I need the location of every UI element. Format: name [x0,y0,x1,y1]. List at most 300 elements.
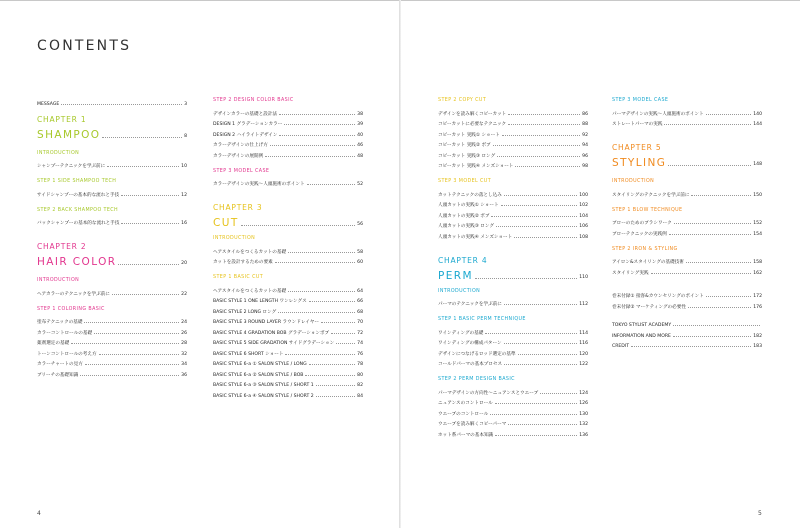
entry-title: コピーカットに必要なテクニック [438,122,507,127]
chapter-title: SHAMPOO [37,128,101,141]
toc-column-3 [438,96,588,438]
page-title: CONTENTS [37,38,132,54]
toc-entry[interactable] [37,315,187,326]
dot-leader [504,195,577,196]
toc-entry[interactable] [612,216,762,227]
dot-leader [85,364,179,365]
entry-page: 26 [181,330,187,336]
toc-entry[interactable] [438,325,588,336]
dot-leader [288,252,355,253]
entry-page: 74 [357,341,363,346]
entry-title: カットを設計するための要素 [213,260,273,265]
dot-leader [515,166,580,167]
toc-entry[interactable] [438,148,588,159]
entry-title: 人頭カットの実践④ メンズショート [438,234,513,240]
entry-title: デザインにつなげるロッド選定の基準 [438,351,516,357]
entry-page: 10 [181,164,187,169]
entry-title: ワインディングの構成パターン [438,341,502,346]
section-heading: INTRODUCTION [612,179,655,184]
entry-page: 38 [357,111,363,117]
dot-leader [501,205,578,206]
entry-title: カラーデザインの実践～人頭施術のポイント [213,182,305,187]
toc-entry[interactable] [213,315,363,326]
entry-page: 96 [582,153,588,159]
entry-title: DESIGN 2 ハイライトデザイン [213,132,278,138]
entry-page: 34 [181,362,187,367]
entry-page: 64 [357,288,363,294]
entry-page: 40 [357,132,363,138]
entry-page: 46 [357,143,363,148]
toc-entry[interactable] [438,396,588,407]
entry-page: 70 [357,320,363,325]
entry-page: 78 [357,362,363,367]
dot-leader [118,264,179,265]
entry-title: ブローテクニックの実践例 [612,231,667,237]
dot-leader [495,403,578,404]
entry-page: 112 [579,302,588,307]
page-number-left: 4 [37,510,41,517]
toc-entry[interactable] [213,304,363,315]
dot-leader [279,114,355,115]
toc-entry[interactable] [612,117,762,128]
entry-page: 84 [357,393,363,399]
toc-entry[interactable] [37,159,187,170]
chapter-heading[interactable] [213,213,363,229]
section-heading: STEP 2 BACK SHAMPOO TECH [37,207,119,213]
toc-entry[interactable] [438,406,588,417]
entry-title: 薬剤選定の基礎 [37,341,70,346]
entry-title: ホット系パーマの基本知識 [438,432,494,438]
toc-entry[interactable] [438,138,588,149]
dot-leader [336,343,355,344]
toc-entry[interactable] [213,294,363,305]
chapter-heading[interactable] [612,153,762,169]
toc-entry[interactable] [612,299,762,310]
dot-leader [61,104,182,105]
entry-title: デザインカラーの基礎と設計法 [213,111,277,117]
dot-leader [94,333,179,334]
entry-page: 124 [579,390,588,396]
dot-leader [278,312,355,313]
toc-entry[interactable] [438,208,588,219]
section-heading: STEP 2 PERM DESIGN BASIC [438,377,515,382]
toc-entry[interactable] [37,96,187,107]
chapter-page: 20 [181,261,187,266]
book-gutter [399,0,401,528]
entry-page: 32 [181,351,187,357]
toc-entry[interactable] [438,219,588,230]
dot-leader [485,333,577,334]
dot-leader [121,223,179,224]
chapter-label: CHAPTER 3 [213,203,263,212]
section-heading: STEP 2 IRON & STYLING [612,246,678,252]
dot-leader [307,184,356,185]
entry-page: 150 [753,192,762,198]
entry-page: 16 [181,221,187,226]
entry-title: INFORMATION AND MORE [612,333,671,339]
entry-page: 98 [582,164,588,169]
chapter-label: CHAPTER 1 [37,114,87,124]
entry-title: BASIC STYLE 4 GRADATION BOB グラデーションボブ [213,330,330,336]
entry-title: BASIC STYLE 6-a ④ SALON STYLE / SHORT 2 [213,393,314,399]
dot-leader [493,145,580,146]
chapter-page: 110 [579,274,588,280]
dot-leader [288,291,355,292]
toc-entry[interactable] [213,127,363,138]
entry-title: コピーカット 実践② ボブ [438,143,491,148]
dot-leader [664,124,751,125]
entry-page: 176 [753,304,762,310]
toc-entry[interactable] [213,148,363,159]
entry-title: 人頭カットの実践③ ロング [438,224,494,229]
toc-column-4 [612,96,762,349]
dot-leader [490,414,577,415]
entry-page: 120 [579,351,588,357]
entry-title: コピーカット 実践① ショート [438,132,500,138]
entry-page: 36 [181,372,187,378]
entry-title: カットテクニックの落とし込み [438,192,502,198]
dot-leader [265,156,355,157]
toc-entry[interactable] [213,255,363,266]
entry-title: 人頭カットの実践① ショート [438,203,499,208]
toc-entry[interactable] [438,417,588,428]
toc-entry[interactable] [438,427,588,438]
entry-title: 人頭カットの実践② ボブ [438,213,490,219]
entry-title: サイドシャンプーの基本的な流れと手技 [37,192,120,198]
dot-leader [508,124,580,125]
entry-title: DESIGN 1 グラデーションカラー [213,122,283,127]
entry-title: BASIC STYLE 6-a ③ SALON STYLE / SHORT 1 [213,383,314,388]
chapter-label: CHAPTER 2 [37,242,87,251]
chapter-title: CUT [213,217,239,229]
toc-entry[interactable] [438,198,588,209]
entry-title: カラーデザインの展開例 [213,153,264,159]
toc-entry[interactable] [438,187,588,198]
dot-leader [540,393,577,394]
toc-entry[interactable] [213,325,363,336]
dot-leader [504,304,577,305]
section-heading: INTRODUCTION [438,288,481,294]
toc-entry[interactable] [213,177,363,188]
entry-page: 72 [357,330,363,336]
entry-title: カラーコントロールの基礎 [37,330,93,336]
chapter-page: 56 [357,222,363,227]
section-heading: INTRODUCTION [37,278,80,283]
toc-entry[interactable] [612,255,762,266]
dot-leader [121,195,179,196]
toc-entry[interactable] [213,388,363,399]
entry-title: ウエーブを読み解くコピーパーマ [438,422,507,427]
dot-leader [309,301,355,302]
entry-page: 82 [357,383,363,388]
dot-leader [514,237,577,238]
toc-entry[interactable] [438,297,588,308]
chapter-title: HAIR COLOR [37,256,117,268]
dot-leader [84,322,179,323]
entry-page: 122 [579,362,588,367]
toc-entry[interactable] [37,286,187,297]
dot-leader [99,354,180,355]
chapter-heading[interactable] [37,125,187,141]
entry-title: CREDIT [612,344,630,349]
dot-leader [495,435,577,436]
entry-title: バックシャンプーの基本的な流れと手技 [37,221,120,226]
entry-title: ヘアスタイルをつくるカットの基礎 [213,288,287,294]
entry-page: 22 [181,291,187,297]
dot-leader [508,114,580,115]
entry-page: 88 [582,122,588,127]
entry-page: 136 [579,432,588,438]
toc-entry[interactable] [37,367,187,378]
toc-entry[interactable] [612,328,762,339]
dot-leader [706,114,752,115]
entry-title: デザインを読み解くコピーカット [438,111,507,117]
entry-page: 58 [357,249,363,255]
toc-entry[interactable] [612,289,762,300]
entry-title: ブリーチの基礎知識 [37,372,79,378]
entry-title: BASIC STYLE 5 SIDE GRADATION サイドグラデーション [213,341,335,346]
toc-entry[interactable] [213,357,363,368]
entry-page: 39 [357,122,363,127]
toc-entry[interactable] [438,106,588,117]
toc-entry[interactable] [213,106,363,117]
dot-leader [475,278,577,279]
entry-page: 66 [357,299,363,304]
entry-page: 94 [582,143,588,148]
dot-leader [691,195,751,196]
entry-title: カラーデザインの仕上げ方 [213,143,268,148]
dot-leader [674,223,751,224]
chapter-heading[interactable] [438,266,588,282]
toc-entry[interactable] [438,357,588,368]
section-heading: INTRODUCTION [213,236,256,241]
entry-title: BASIC STYLE 6 SHORT ショート [213,351,284,357]
entry-title: BASIC STYLE 6-a ① SALON STYLE / LONG [213,362,307,367]
entry-title: ヘアスタイルをつくるカットの基礎 [213,249,287,255]
entry-title: ブローのためのブラシワーク [612,221,672,226]
entry-title: TOKYO STYLIST ACADEMY [612,323,672,328]
entry-title: 塗布テクニックの基礎 [37,320,83,325]
page-number-right: 5 [758,510,762,517]
chapter-page: 8 [184,133,187,139]
entry-page: 92 [582,132,588,138]
dot-leader [502,135,580,136]
entry-page: 52 [357,182,363,187]
dot-leader [316,385,355,386]
dot-leader [112,294,179,295]
entry-page: 104 [579,213,588,219]
chapter-label: CHAPTER 4 [438,255,488,265]
entry-page: 162 [753,270,762,276]
dot-leader [669,234,752,235]
toc-entry[interactable] [612,318,762,329]
entry-title: パーマデザインの方向性～ニュアンスとウエーブ [438,390,539,396]
dot-leader [279,135,355,136]
entry-page: 28 [181,341,187,346]
entry-title: BASIC STYLE 1 ONE LENGTH ワンレングス [213,299,307,304]
entry-title: ヘアカラーのテクニックを学ぶ前に [37,291,110,297]
entry-page: 24 [181,320,187,325]
toc-column-2 [213,96,363,399]
entry-page: 114 [579,330,588,336]
toc-entry[interactable] [612,339,762,350]
toc-entry[interactable] [438,336,588,347]
dot-leader [668,165,751,166]
dot-leader [80,375,179,376]
section-heading: STEP 1 BASIC CUT [213,275,264,280]
entry-title: シャンプーテクニックを学ぶ前に [37,164,106,169]
toc-entry[interactable] [37,187,187,198]
dot-leader [305,375,355,376]
entry-title: スタイリング実践 [612,270,649,276]
entry-page: 86 [582,111,588,117]
toc-column-1 [37,96,187,378]
section-heading: STEP 3 MODEL CASE [612,98,669,103]
entry-title: パーマのテクニックを学ぶ前に [438,302,502,307]
entry-page: 152 [753,221,762,226]
toc-entry[interactable] [438,117,588,128]
toc-entry[interactable] [37,357,187,368]
entry-page: 102 [579,203,588,208]
entry-page: 130 [579,411,588,417]
section-heading: STEP 3 MODEL CUT [438,179,492,184]
entry-title: カラーチャートの見方 [37,362,83,367]
chapter-label: CHAPTER 5 [612,143,662,152]
section-heading: STEP 1 BLOW TECHNIQUE [612,207,683,213]
toc-entry[interactable] [213,378,363,389]
entry-page: 132 [579,422,588,427]
entry-page: 144 [753,122,762,127]
dot-leader [491,216,577,217]
dot-leader [71,343,179,344]
toc-entry[interactable] [213,367,363,378]
entry-title: トーンコントロールの考え方 [37,351,97,357]
entry-page: 76 [357,351,363,357]
dot-leader [651,273,752,274]
section-heading: STEP 1 SIDE SHAMPOO TECH [37,179,117,184]
entry-page: 182 [753,333,762,339]
dot-leader [496,226,577,227]
entry-page: 80 [357,372,363,378]
toc-entry[interactable] [37,325,187,336]
toc-entry[interactable] [213,283,363,294]
entry-page: 48 [357,153,363,159]
dot-leader [275,262,355,263]
toc-entry[interactable] [37,216,187,227]
entry-page: 116 [579,341,588,346]
chapter-title: STYLING [612,157,667,169]
dot-leader [284,124,355,125]
entry-title: ワインディングの基礎 [438,330,484,336]
toc-entry[interactable] [612,265,762,276]
entry-page: 60 [357,260,363,265]
toc-entry[interactable] [438,346,588,357]
entry-title: BASIC STYLE 3 ROUND LAYER ラウンドレイヤー [213,320,320,325]
dot-leader [309,364,356,365]
dot-leader [241,225,356,226]
entry-page: 158 [753,260,762,265]
chapter-page: 148 [753,162,762,167]
entry-page: 68 [357,309,363,315]
chapter-title: PERM [438,269,473,282]
toc-entry[interactable] [213,346,363,357]
dot-leader [686,262,751,263]
toc-entry[interactable] [37,346,187,357]
dot-leader [107,166,179,167]
section-heading: STEP 1 COLORING BASIC [37,306,105,312]
entry-title: コールドパーマの基本プロセス [438,362,503,367]
section-heading: STEP 2 DESIGN COLOR BASIC [213,98,294,103]
toc-entry[interactable] [438,159,588,170]
entry-page: 172 [753,294,762,299]
toc-entry[interactable] [438,127,588,138]
dot-leader [270,145,355,146]
toc-entry[interactable] [612,106,762,117]
dot-leader [508,424,577,425]
toc-entry[interactable] [612,187,762,198]
toc-entry[interactable] [612,226,762,237]
toc-entry[interactable] [438,229,588,240]
dot-leader [673,336,751,337]
toc-entry[interactable] [438,385,588,396]
entry-title: スタイリングのテクニックを学ぶ前に [612,192,690,198]
entry-page: 3 [184,101,187,107]
dot-leader [285,354,355,355]
entry-title: コピーカット 実践④ メンズショート [438,164,514,169]
dot-leader [504,364,577,365]
section-heading: INTRODUCTION [37,150,80,156]
entry-title: アイロン&スタイリングの基礎技術 [612,260,684,265]
entry-page: 106 [579,224,588,229]
dot-leader [504,343,578,344]
entry-page: 140 [753,111,762,117]
entry-title: コピーカット 実践③ ロング [438,153,496,159]
entry-page: 12 [181,192,187,198]
entry-title: 巻末付録① 接客&カウンセリングのポイント [612,294,704,299]
entry-title: ニュアンスのコントロール [438,401,493,406]
entry-page: 126 [579,401,588,406]
toc-entry[interactable] [37,336,187,347]
entry-title: BASIC STYLE 2 LONG ロング [213,309,277,315]
entry-title: パーマデザインの実践～人頭施術のポイント [612,111,704,117]
toc-entry[interactable] [213,117,363,128]
section-heading: STEP 3 MODEL CASE [213,168,270,174]
toc-entry[interactable] [213,336,363,347]
entry-title: BASIC STYLE 6-a ② SALON STYLE / BOB [213,372,304,378]
entry-page: 183 [753,344,762,349]
chapter-heading[interactable] [37,252,187,268]
entry-page: 154 [753,231,762,237]
dot-leader [673,325,760,326]
dot-leader [706,296,751,297]
dot-leader [518,354,578,355]
dot-leader [631,346,751,347]
entry-page: 108 [579,234,588,240]
entry-title: MESSAGE [37,101,60,107]
entry-page: 100 [579,192,588,198]
section-heading: STEP 2 COPY CUT [438,98,487,103]
dot-leader [497,156,580,157]
section-heading: STEP 1 BASIC PERM TECHNIQUE [438,317,526,322]
toc-entry[interactable] [213,138,363,149]
dot-leader [321,322,355,323]
entry-title: 巻末付録② マーケティングの必要性 [612,304,686,310]
entry-title: ストレートパーマの実践 [612,122,663,127]
toc-entry[interactable] [213,244,363,255]
dot-leader [316,396,355,397]
dot-leader [102,137,182,138]
dot-leader [331,333,355,334]
